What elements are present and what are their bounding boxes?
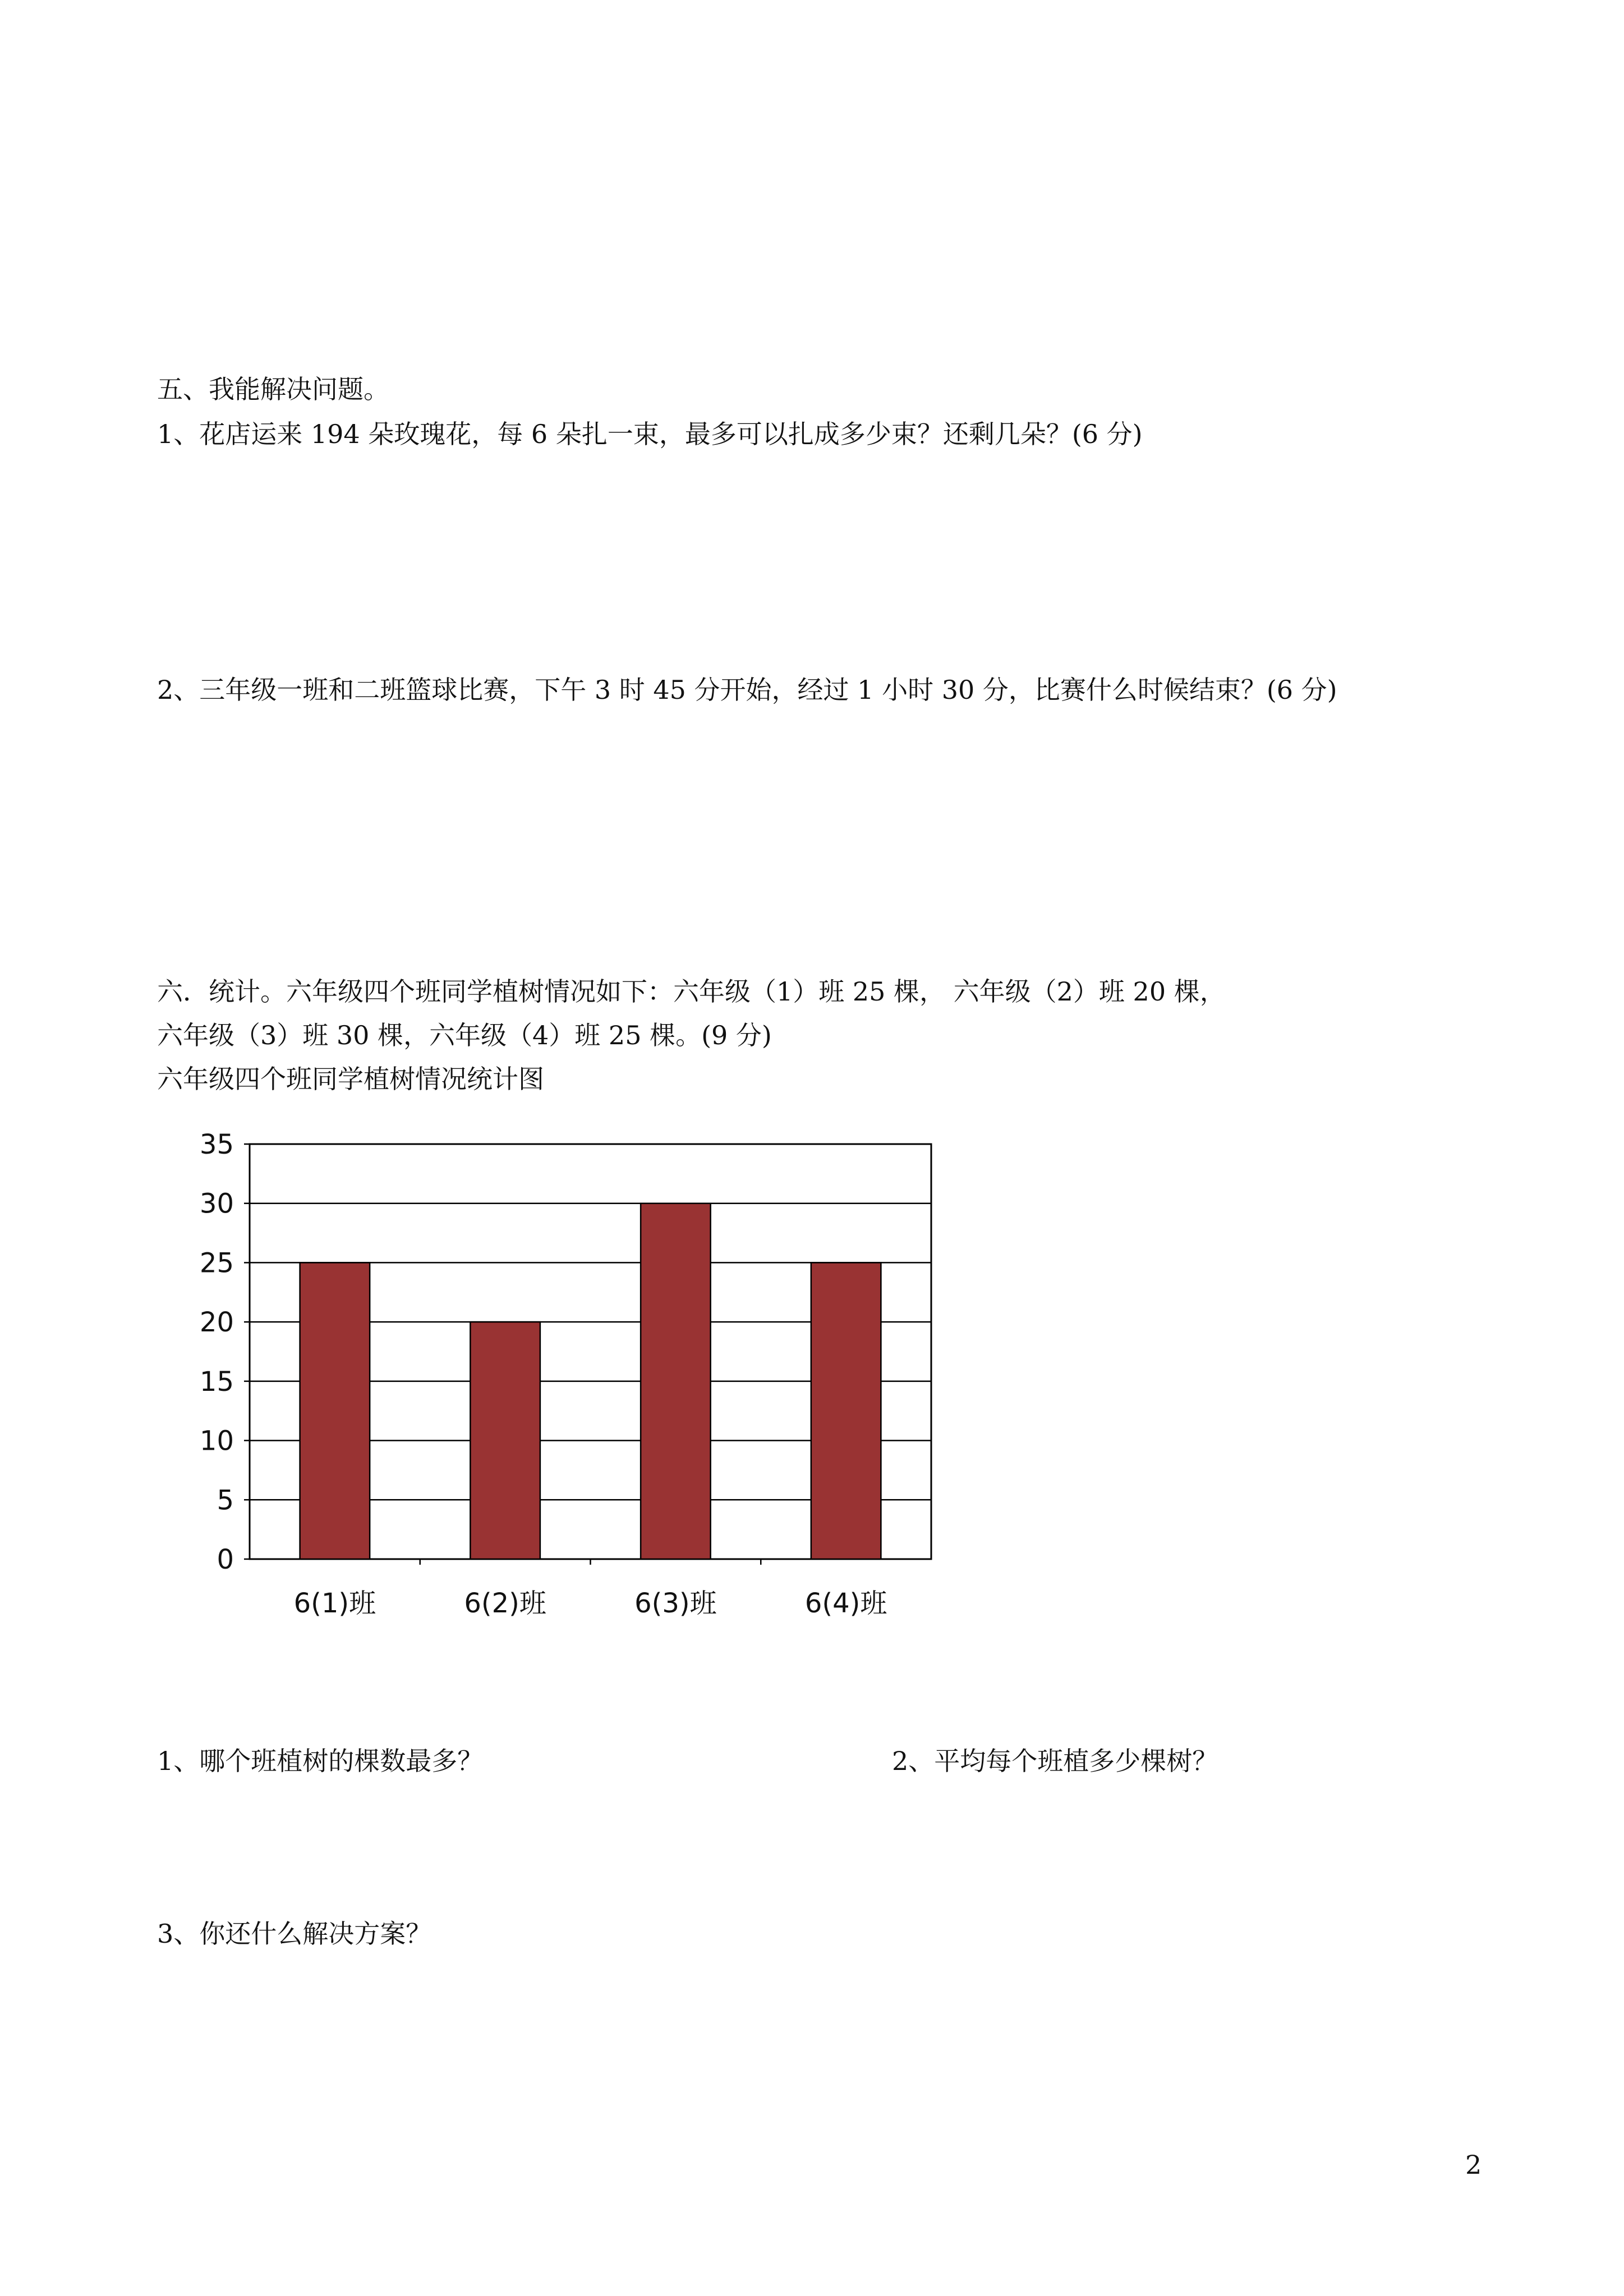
bar	[811, 1262, 881, 1559]
y-tick-label: 35	[199, 1129, 234, 1160]
section5-question-2: 2、三年级一班和二班篮球比赛，下午 3 时 45 分开始，经过 1 小时 30 分，比赛什么时候结束？(6 分)	[157, 675, 1337, 705]
bar	[641, 1204, 711, 1559]
bar	[300, 1262, 370, 1559]
section6-question-1: 1、哪个班植树的棵数最多？	[157, 1746, 484, 1776]
category-label: 6(2)班	[464, 1588, 546, 1619]
section6-intro-line1: 六．统计。六年级四个班同学植树情况如下：六年级（1）班 25 棵， 六年级（2）班 20 棵，	[157, 976, 1226, 1007]
y-tick-label: 0	[217, 1544, 234, 1575]
section5-question-1: 1、花店运来 194 朵玫瑰花，每 6 朵扎一束，最多可以扎成多少束？还剩几朵？(6 分)	[157, 419, 1143, 449]
category-label: 6(4)班	[804, 1588, 887, 1619]
y-tick-label: 15	[199, 1366, 234, 1398]
bar	[470, 1322, 540, 1559]
y-tick-label: 5	[217, 1484, 234, 1516]
section6-question-3: 3、你还什么解决方案？	[157, 1919, 432, 1949]
category-label: 6(1)班	[293, 1588, 376, 1619]
y-tick-label: 25	[199, 1247, 234, 1279]
chart-svg	[168, 1116, 965, 1643]
section6-intro-line2: 六年级（3）班 30 棵，六年级（4）班 25 棵。(9 分)	[157, 1020, 772, 1050]
y-tick-label: 20	[199, 1307, 234, 1339]
y-tick-label: 10	[199, 1425, 234, 1457]
category-label: 6(3)班	[634, 1588, 717, 1619]
tree-planting-bar-chart	[168, 1116, 965, 1643]
section6-question-2: 2、平均每个班植多少棵树？	[892, 1746, 1218, 1776]
section5-heading: 五、我能解决问题。	[157, 374, 389, 404]
chart-caption: 六年级四个班同学植树情况统计图	[157, 1064, 544, 1094]
y-tick-label: 30	[199, 1188, 234, 1220]
page-number: 2	[1465, 2150, 1482, 2180]
